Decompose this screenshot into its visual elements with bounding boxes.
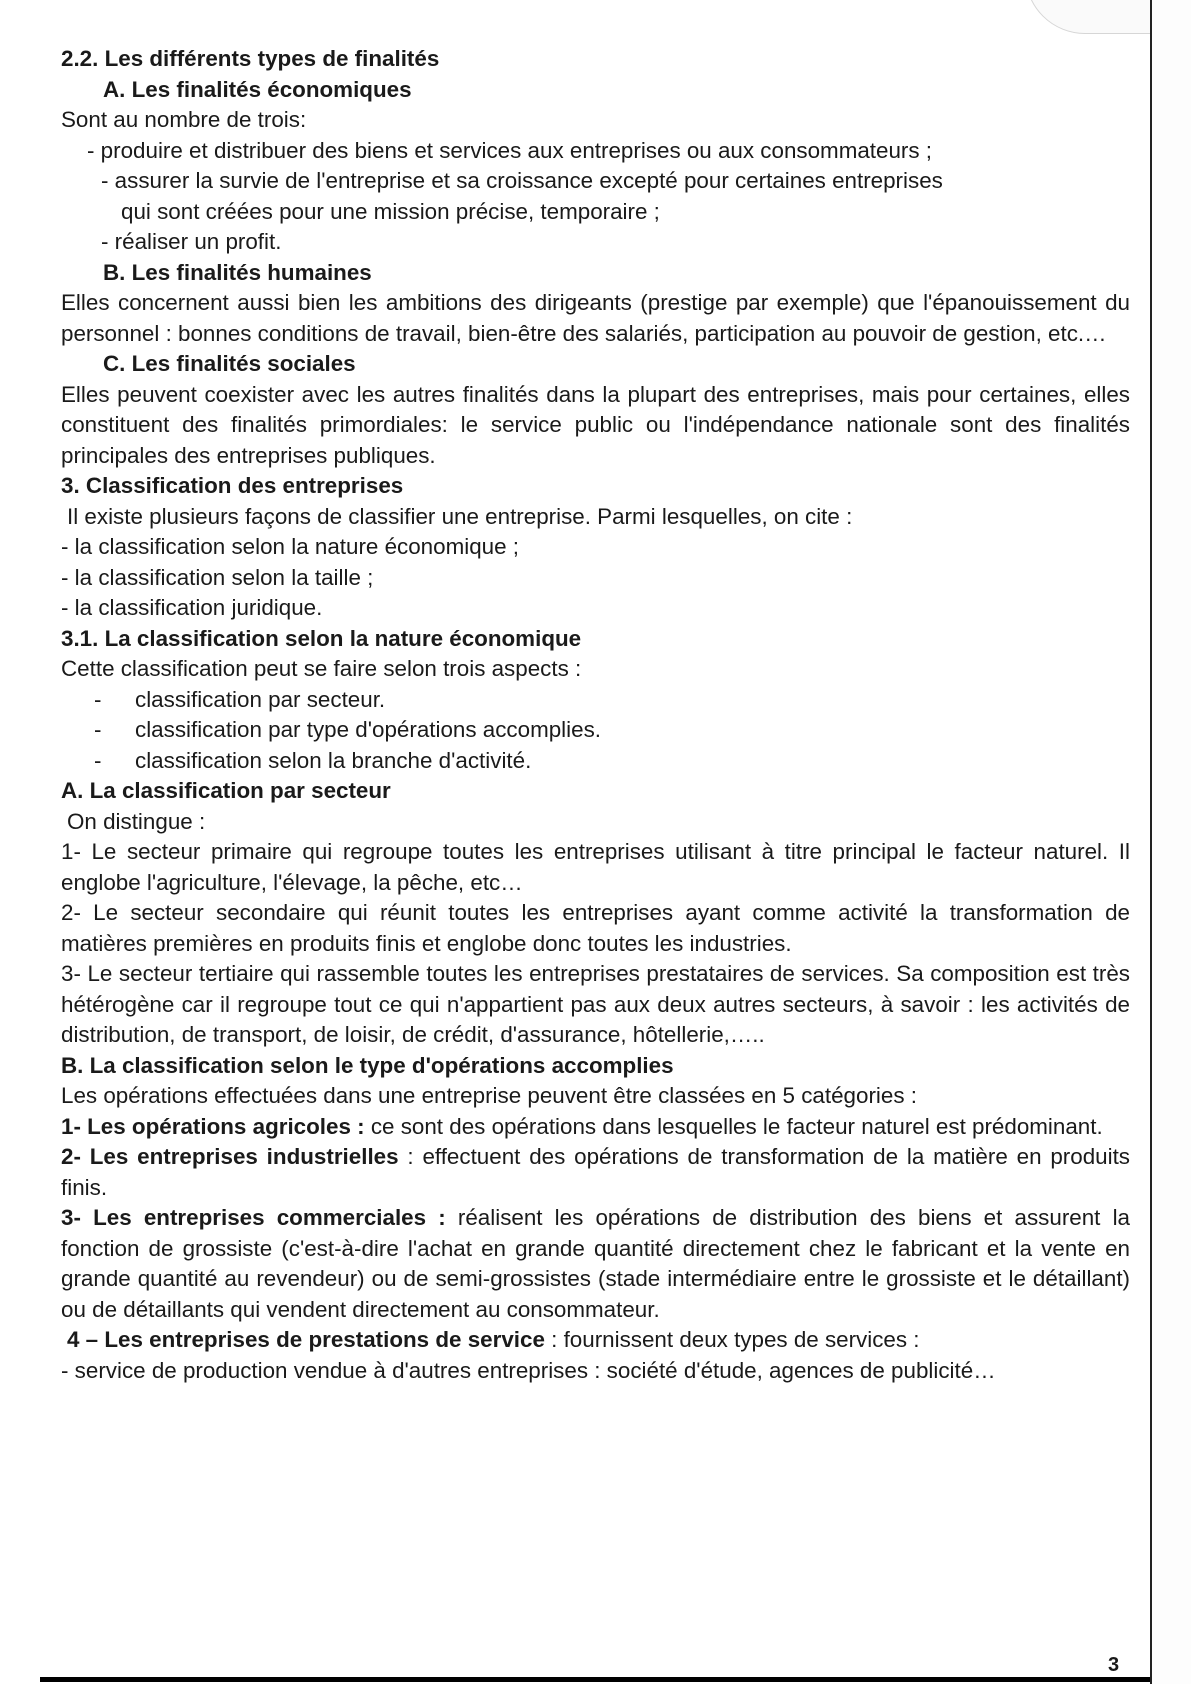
document-body: [61, 44, 1130, 1386]
section-3-intro: Il existe plusieurs façons de classifier une entreprise. Parmi lesquelles, on cite :: [67, 503, 853, 529]
subsection-c-heading: C. Les finalités sociales: [103, 351, 356, 376]
paragraph: 2- Le secteur secondaire qui réunit toutes les entreprises ayant comme activité la transformation de matières premières en produits finis et englobe donc toutes les industries.: [61, 900, 1130, 956]
list-item: - la classification selon la nature économique ;: [61, 534, 520, 559]
list-item: - réaliser un profit.: [101, 229, 282, 254]
section-3-1-intro: Cette classification peut se faire selon trois aspects :: [61, 656, 582, 681]
category-sub-item: - service de production vendue à d'autres entreprises : société d'étude, agences de publicité…: [61, 1357, 996, 1383]
list-item: - la classification selon la taille ;: [61, 564, 374, 590]
bullet-item: - classification par secteur.: [61, 685, 1130, 716]
paragraph: 1- Le secteur primaire qui regroupe toutes les entreprises utilisant à titre principal le facteur naturel. Il englobe l'agriculture, l'élevage, la pêche, etc…: [61, 839, 1130, 895]
background-margin: [1152, 0, 1191, 1684]
list-item: - produire et distribuer des biens et services aux entreprises ou aux consommateurs ;: [87, 137, 933, 163]
bullet-dash: -: [94, 717, 102, 742]
paragraph: Elles peuvent coexister avec les autres finalités dans la plupart des entreprises, mais pour certaines, elles constituent des finalités primordiales: le service public ou l'indépendance nationale sont des finalités principales des entreprises publiques.: [61, 381, 1130, 468]
paragraph: Elles concernent aussi bien les ambitions des dirigeants (prestige par exemple) que l'épanouissement du personnel : bonnes conditions de travail, bien-être des salariés, participation au pouvoir de gestion, etc.…: [61, 290, 1130, 346]
list-item-continuation: qui sont créées pour une mission précise, temporaire ;: [121, 198, 660, 224]
bullet-dash: -: [94, 686, 102, 712]
bullet-item: - classification par type d'opérations accomplies.: [61, 715, 1130, 746]
section-b-heading: B. La classification selon le type d'opérations accomplies: [61, 1052, 674, 1078]
page-corner: [1025, 0, 1152, 34]
section-3-heading: 3. Classification des entreprises: [61, 473, 404, 498]
category-item: 4 – Les entreprises de prestations de service : fournissent deux types de services :: [67, 1327, 920, 1352]
list-item: - la classification juridique.: [61, 595, 323, 620]
section-a-heading: A. La classification par secteur: [61, 778, 391, 803]
category-item: 3- Les entreprises commerciales : réalisent les opérations de distribution des biens et assurent la fonction de grossiste (c'est-à-dire l'achat en grande quantité directement chez le fabricant et la vente en grande quantité au revendeur) ou de semi-grossistes (stade intermédiaire entre le grossiste et le détaillant) ou de détaillants qui vendent directement au consommateur.: [61, 1205, 1130, 1322]
subsection-a-heading: A. Les finalités économiques: [103, 76, 412, 102]
bullet-item: - classification selon la branche d'activité.: [61, 746, 1130, 777]
section-a-distinguish: On distingue :: [67, 808, 206, 834]
subsection-b-heading: B. Les finalités humaines: [103, 259, 372, 285]
list-item: - assurer la survie de l'entreprise et sa croissance excepté pour certaines entreprises: [101, 168, 943, 193]
paragraph: 3- Le secteur tertiaire qui rassemble toutes les entreprises prestataires de services. Sa composition est très hétérogène car il regroupe tout ce qui n'appartient pas aux deux autres secteurs, à savoir : les activités de distribution, de transport, de loisir, de crédit, d'assurance, hôtellerie,…..: [61, 961, 1130, 1047]
section-3-1-heading: 3.1. La classification selon la nature économique: [61, 625, 582, 651]
category-item: 1- Les opérations agricoles : ce sont des opérations dans lesquelles le facteur naturel est prédominant.: [61, 1113, 1103, 1139]
bullet-dash: -: [94, 747, 102, 773]
footer-rule: [40, 1677, 1152, 1682]
category-item: 2- Les entreprises industrielles : effectuent des opérations de transformation de la matière en produits finis.: [61, 1144, 1130, 1200]
section-a-intro: Sont au nombre de trois:: [61, 107, 307, 132]
page-number: 3: [1108, 1654, 1120, 1676]
section-2-2-heading: 2.2. Les différents types de finalités: [61, 46, 440, 71]
section-b-intro: Les opérations effectuées dans une entreprise peuvent être classées en 5 catégories :: [61, 1083, 917, 1108]
